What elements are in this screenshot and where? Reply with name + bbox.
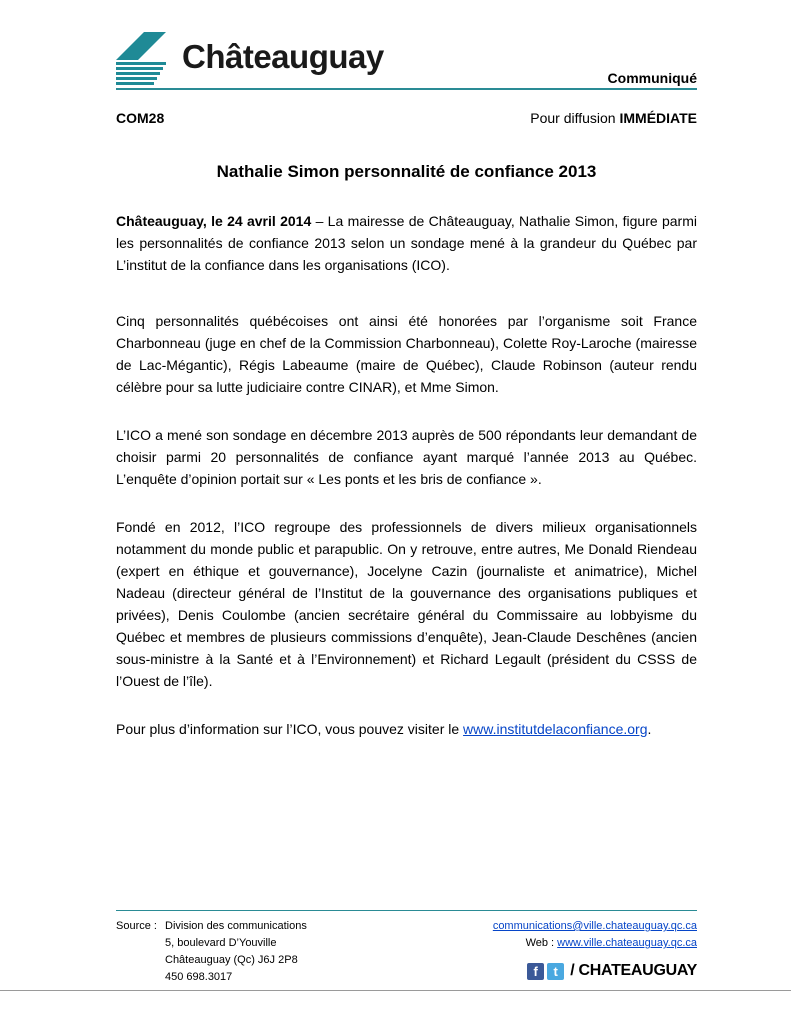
diffusion-emphasis: IMMÉDIATE xyxy=(619,110,697,126)
ico-website-link[interactable]: www.institutdelaconfiance.org xyxy=(463,721,648,737)
paragraph-5-suffix: . xyxy=(647,721,652,737)
paragraph-2: Cinq personnalités québécoises ont ainsi été honorées par l’organisme soit France Charbonneau (juge en chef de la Commission Charbonneau), Colette Roy-Laroche (mairesse de Lac-Mégantic), Régis Labeaume (maire de Québec), Claude Robinson (auteur rendu célèbre pour sa lutte judiciaire contre CINAR), et Mme Simon. xyxy=(116,313,697,395)
web-label: Web : xyxy=(525,937,558,949)
source-address-line2: Châteauguay (Qc) J6J 2P8 xyxy=(165,954,298,966)
footer-contact xyxy=(493,918,697,952)
contact-email-link[interactable]: communications@ville.chateauguay.qc.ca xyxy=(492,920,697,932)
diffusion-prefix: Pour diffusion xyxy=(530,110,616,126)
press-release-title: Nathalie Simon personnalité de confiance 2013 xyxy=(216,162,597,181)
source-address-line1: 5, boulevard D’Youville xyxy=(165,937,277,949)
social-links xyxy=(527,962,697,980)
facebook-icon[interactable]: f xyxy=(527,963,544,980)
source-label: Source : xyxy=(116,920,157,932)
city-website-link[interactable]: www.ville.chateauguay.qc.ca xyxy=(557,937,697,949)
paragraph-1-text: – La mairesse de Châteauguay, Nathalie Simon, figure parmi les personnalités de confiance 2013 selon un sondage mené à la grandeur du Québec par L’institut de la confiance dans les organisations (ICO). xyxy=(116,213,697,273)
logo-wordmark: Châteauguay xyxy=(182,38,384,75)
footer-source xyxy=(116,918,307,986)
source-phone: 450 698.3017 xyxy=(165,971,233,983)
paragraph-1 xyxy=(116,210,697,276)
source-division: Division des communications xyxy=(165,920,307,932)
diffusion-notice xyxy=(530,110,697,126)
page-bottom-divider xyxy=(0,990,791,991)
paragraph-3: L’ICO a mené son sondage en décembre 2013 auprès de 500 répondants leur demandant de choisir parmi 20 personnalités de confiance ayant marqué l’année 2013 au Québec. L’enquête d’opinion portait sur « Les ponts et les bris de confiance ». xyxy=(116,427,697,487)
twitter-icon[interactable]: t xyxy=(547,963,564,980)
paragraph-4: Fondé en 2012, l’ICO regroupe des professionnels de divers milieux organisationnels notamment du monde public et parapublic. On y retrouve, entre autres, Me Donald Riendeau (expert en éthique et gouvernance), Jocelyne Cazin (journaliste et animatrice), Michel Nadeau (directeur général de l’Institut de la gouvernance des organisations publiques et privées), Denis Coulombe (ancien secrétaire général du Commissaire au lobbyisme du Québec et membres de plusieurs commissions d’enquête), Jean-Claude Deschênes (ancien sous-ministre à la Santé et à l’Environnement) et Richard Legault (président du CSSS de l’Ouest de l’île). xyxy=(116,519,697,689)
communique-label: Communiqué xyxy=(607,70,697,86)
social-handle: / CHATEAUGUAY xyxy=(570,962,697,979)
footer-divider xyxy=(116,910,697,911)
paragraph-5 xyxy=(116,718,697,740)
press-release-body xyxy=(116,210,697,766)
header-divider xyxy=(116,88,697,90)
communique-id: COM28 xyxy=(116,110,165,126)
chateauguay-logo xyxy=(116,32,386,88)
dateline: Châteauguay, le 24 avril 2014 xyxy=(116,213,312,229)
chateauguay-emblem-icon xyxy=(116,32,172,88)
paragraph-5-prefix: Pour plus d’information sur l’ICO, vous pouvez visiter le xyxy=(116,721,464,737)
